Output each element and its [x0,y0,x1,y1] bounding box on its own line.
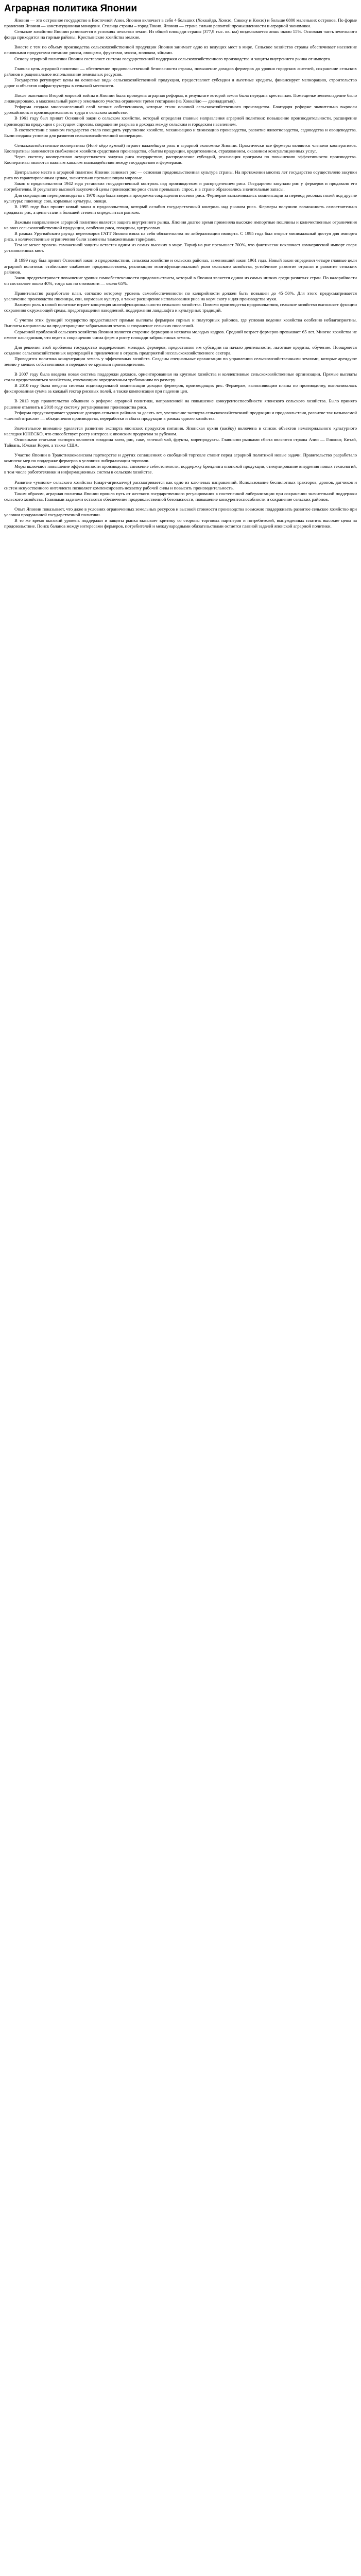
paragraph-group [4,66,357,89]
paragraph: Через систему кооперативов осуществляется закупка риса государством, распределение субсидий, реализация программ по повышению эффективности производства. Кооперативы являются важным каналом взаимодействия между государством и фермерами. [4,154,357,165]
paragraph: После окончания Второй мировой войны в Японии была проведена аграрная реформа, в результате которой земля была передана крестьянам. Помещичье землевладение было ликвидировано, а максимальный размер земельного участка ограничен тремя гектарами (на Хоккайдо — двенадцатью). [4,93,357,104]
paragraph: Важную роль в новой политике играет концепция многофункциональности сельского хозяйства. Помимо производства продовольствия, сельское хозяйство выполняет функции сохранения окружающей среды, предотвращения наводнений, поддержания ландшафта и культурных традиций. [4,302,357,313]
paragraph: Участие Японии в Транстихоокеанском партнерстве и других соглашениях о свободной торговле ставит перед аграрной политикой новые задачи. Правительство разработало комплекс мер по поддержке фермеров в условиях либерализации торговли. [4,452,357,464]
paragraph: Проводится политика концентрации земель у эффективных хозяйств. Созданы специальные организации по управлению сельскохозяйственными землями, которые арендуют землю у мелких собственников и передают ее крупным производителям. [4,355,357,367]
paragraph: Закон о продовольствии 1942 года установил государственный контроль над производством и распределением риса. Государство закупало рис у фермеров и продавало его потребителям. В результате высокой закупочной цены производство риса стало превышать спрос, и в стране образовались значительные запасы. [4,181,357,192]
paragraph-group [4,258,357,286]
paragraph: В 2007 году была введена новая система поддержки доходов, ориентированная на крупные хозяйства и коллективные сельскохозяйственные организации. Прямые выплаты стали предоставляться хозяйствам, отвечающим определенным требованиям по размеру. [4,371,357,383]
paragraph: Закон предусматривает повышение уровня самообеспеченности продовольствием, который в Японии является одним из самых низких среди развитых стран. По калорийности он составляет около 40%, тогда как по стоимости — около 65%. [4,275,357,286]
paragraph-group [4,371,357,394]
paragraph: В соответствии с законом государство стало поощрять укрупнение хозяйств, механизацию и химизацию производства, развитие животноводства, садоводства и овощеводства. Были созданы условия для развития сельскохозяйственной кооперации. [4,127,357,138]
paragraph: Важным направлением аграрной политики является защита внутреннего рынка. Япония долгое время применяла высокие импортные пошлины и количественные ограничения на ввоз сельскохозяйственной продукции, особенно риса, говядины, цитрусовых. [4,219,357,230]
page-title: Аграрная политика Японии [4,3,137,14]
paragraph-group [4,317,357,340]
paragraph: В 1961 году был принят Основной закон о сельском хозяйстве, который определил главные направления аграрной политики: повышение производительности, расширение производства продукции с растущим спросом, сокращение разрыва в доходах между сельским и городским населением. [4,115,357,127]
paragraph: Государство регулирует цены на основные виды сельскохозяйственной продукции, предоставляет субсидии и льготные кредиты, финансирует мелиорацию, строительство дорог и объектов инфраструктуры в сельской местности. [4,77,357,88]
paragraph: Центральное место в аграрной политике Японии занимает рис — основная продовольственная культура страны. На протяжении многих лет государство осуществляло закупки риса по гарантированным ценам, значительно превышающим мировые. [4,170,357,181]
paragraph: Опыт Японии показывает, что даже в условиях ограниченных земельных ресурсов и высокой стоимости производства возможно поддерживать развитое сельское хозяйство при условии продуманной государственной политики. [4,506,357,518]
paragraph: Основными статьями экспорта являются говядина вагю, рис, саке, зеленый чай, фрукты, морепродукты. Главными рынками сбыта являются страны Азии — Гонконг, Китай, Тайвань, Южная Корея, а также США. [4,437,357,448]
paragraph-group [4,170,357,215]
paragraph: В 1999 году был принят Основной закон о продовольствии, сельском хозяйстве и сельских районах, заменивший закон 1961 года. Новый закон определил четыре главные цели аграрной политики: стабильное снабжение продовольствием, реализацию многофункциональной роли сельского хозяйства, устойчивое развитие отрасли и развитие сельских районов. [4,258,357,275]
paragraph: Для решения этой проблемы государство поддерживает молодых фермеров, предоставляя им субсидии на начало деятельности, льготные кредиты, обучение. Поощряется создание сельскохозяйственных корпораций и привлечение в отрасль предприятий несельскохозяйственного сектора. [4,344,357,355]
paragraph: Главная цель аграрной политики — обеспечение продовольственной безопасности страны, повышение доходов фермеров до уровня городских жителей, сохранение сельских районов и рациональное использование земельных ресурсов. [4,65,357,77]
paragraph: Значительное внимание уделяется развитию экспорта японских продуктов питания. Японская кухня (васёку) включена в список объектов нематериального культурного наследия ЮНЕСКО, что способствует росту интереса к японским продуктам за рубежом. [4,425,357,436]
paragraph-group [4,18,357,40]
paragraph-group [4,291,357,313]
paragraph: Правительство разработало план, согласно которому уровень самообеспеченности по калорийности должен быть повышен до 45–50%. Для этого предусматривается увеличение производства пшеницы, сои, кормовых культур, а также расширение использования риса на корм скоту и для производства муки. [4,290,357,302]
paragraph-group [4,398,357,421]
paragraph-group [4,44,357,61]
paragraph-group [4,219,357,254]
paragraph: Реформа создала многочисленный слой мелких собственников, которые стали основой сельскохозяйственного производства. Благодаря реформе значительно выросли урожайность и производительность труда в сельском хозяйстве. [4,104,357,115]
paragraph: Основу аграрной политики Японии составляет система государственной поддержки сельскохозяйственного производства и защиты внутреннего рынка от импорта. [14,56,331,61]
paragraph: Реформа предусматривает удвоение доходов сельских районов за десять лет, увеличение экспорта сельскохозяйственной продукции и продовольствия, развитие так называемой «шестой отрасли» — объединения производства, переработки и сбыта продукции в рамках одного хозяйства. [4,410,357,421]
paragraph: С учетом этих функций государство предоставляет прямые выплаты фермерам горных и полугорных районов, где условия ведения хозяйства особенно неблагоприятны. Выплаты направлены на предотвращение забрасывания земель и сохранение сельских поселений. [4,317,357,329]
paragraph-group [4,506,357,529]
paragraph-group [4,143,357,165]
paragraph-group [4,480,357,502]
paragraph-group [4,345,357,367]
paragraph-group [4,452,357,475]
paragraph: В рамках Уругвайского раунда переговоров ГАТТ Япония взяла на себя обязательства по либерализации импорта. С 1995 года был открыт минимальный доступ для импорта риса, а количественные ограничения были заменены таможенными тарифами. [4,231,357,242]
paragraph: Для сокращения перепроизводства с 1970 года была введена программа сокращения посевов риса. Фермерам выплачивались компенсации за перевод рисовых полей под другие культуры: пшеницу, сою, кормовые культуры, овощи. [4,192,357,204]
paragraph: Серьезной проблемой сельского хозяйства Японии является старение фермеров и нехватка молодых кадров. Средний возраст фермеров превышает 65 лет. Многие хозяйства не имеют наследников, что ведет к сокращению числа ферм и росту площади заброшенных земель. [4,329,357,340]
paragraph: В 2013 году правительство объявило о реформе аграрной политики, направленной на повышение конкурентоспособности японского сельского хозяйства. Было принято решение отменить к 2018 году систему регулирования производства риса. [4,398,357,410]
paragraph: Сельскохозяйственные кооперативы (Ногё кёдо кумиай) играют важнейшую роль в аграрной экономике Японии. Практически все фермеры являются членами кооперативов. Кооперативы занимаются снабжением хозяйств средствами производства, сбытом продукции, кредитованием, страхованием, оказанием консультационных услуг. [4,142,357,154]
paragraph: Вместе с тем по объему производства сельскохозяйственной продукции Япония занимает одно из ведущих мест в мире. Сельское хозяйство страны обеспечивает население основными продуктами питания: рисом, овощами, фруктами, мясом, молоком, яйцами. [4,44,357,56]
paragraph: Меры включают повышение эффективности производства, снижение себестоимости, поддержку брендинга японской продукции, стимулирование внедрения новых технологий, в том числе робототехники и информационных систем в сельском хозяйстве. [4,464,357,475]
paragraph-group [4,93,357,139]
paragraph: Таким образом, аграрная политика Японии прошла путь от жесткого государственного регулирования к постепенной либерализации при сохранении значительной поддержки сельского хозяйства. Главными задачами остаются обеспечение продовольственной безопасности, повышение конкурентоспособности и сохранение сельских районов. [4,490,357,502]
paragraph: Сельское хозяйство Японии развивается в условиях нехватки земли. Из общей площади страны (377,9 тыс. кв. км) возделывается лишь около 15%. Основная часть земельного фонда приходится на горные районы. Крестьянские хозяйства мелкие. [4,29,357,40]
paragraph: В 1995 году был принят новый закон о продовольствии, который ослабил государственный контроль над рынком риса. Фермеры получили возможность самостоятельно продавать рис, а цены стали в большей степени определяться рынком. [4,204,357,215]
document-body [4,18,357,529]
paragraph: Япония — это островное государство в Восточной Азии. Японии включает в себя 4 больших (Хоккайдо, Хонсю, Сикоку и Кюсю) и больше 6800 маленьких островов. По форме правления Япония — конституционная монархия. Столица страны – город Токио. Япония — страна сильно развитой промышленности и аграрной экономики. [4,18,357,29]
paragraph: Развитие «умного» сельского хозяйства (смарт-агрикалчер) рассматривается как одно из ключевых направлений. Использование беспилотных тракторов, дронов, датчиков и систем искусственного интеллекта позволяет компенсировать нехватку рабочей силы и повысить производительность. [4,479,357,490]
paragraph-group [4,426,357,448]
paragraph: В то же время высокий уровень поддержки и защиты рынка вызывает критику со стороны торговых партнеров и потребителей, вынужденных платить высокие цены за продовольствие. Поиск баланса между интересами фермеров, потребителей и международными обязательствами остается главной задачей японской аграрной политики. [4,518,357,529]
paragraph: Тем не менее уровень таможенной защиты остается одним из самых высоких в мире. Тариф на рис превышает 700%, что фактически исключает коммерческий импорт сверх установленных квот. [4,242,357,253]
paragraph: В 2010 году была введена система индивидуальной компенсации доходов фермеров, производящих рис. Фермерам, выполняющим планы по производству, выплачивалась фиксированная сумма за каждый гектар рисовых полей, а также компенсация при падении цен. [4,383,357,394]
